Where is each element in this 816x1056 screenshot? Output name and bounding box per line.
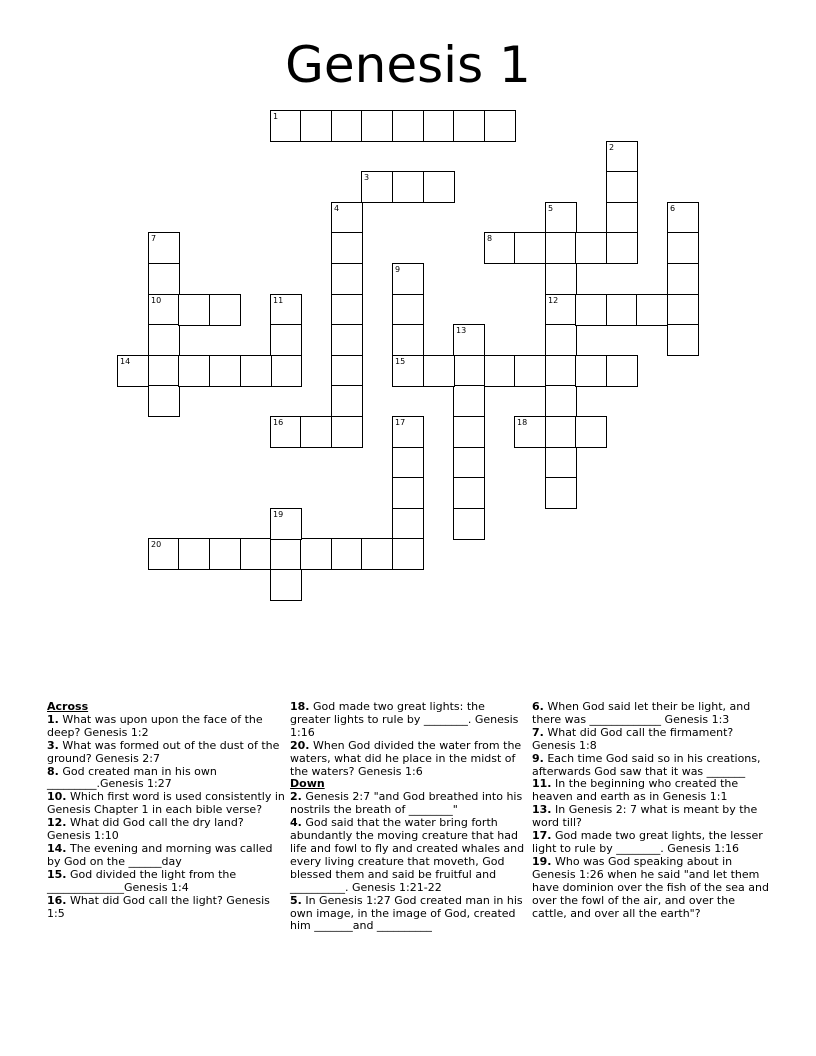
grid-cell[interactable] bbox=[148, 263, 180, 295]
clues-column-1 bbox=[47, 701, 285, 920]
grid-cell[interactable] bbox=[331, 263, 363, 295]
clue-text: When God said let their be light, and there was _____________ Genesis 1:3 bbox=[532, 700, 751, 726]
grid-cell[interactable] bbox=[453, 447, 485, 479]
clue-number: 16 bbox=[273, 418, 284, 427]
clue-number-label: 10. bbox=[47, 790, 67, 804]
grid-cell[interactable] bbox=[545, 447, 577, 479]
across-header: Across bbox=[47, 700, 89, 713]
grid-cell[interactable] bbox=[575, 416, 607, 448]
grid-cell[interactable] bbox=[636, 294, 668, 326]
clue-item bbox=[290, 895, 528, 934]
grid-cell[interactable] bbox=[667, 324, 699, 356]
clue-number: 11 bbox=[273, 296, 284, 305]
clue-number-label: 7. bbox=[532, 725, 544, 739]
clue-text: Which first word is used consistently in Genesis Chapter 1 in each bible verse? bbox=[47, 790, 285, 817]
grid-cell[interactable] bbox=[392, 477, 424, 509]
grid-cell[interactable] bbox=[148, 324, 180, 356]
grid-cell[interactable] bbox=[331, 385, 363, 417]
grid-cell[interactable] bbox=[545, 202, 577, 234]
grid-cell[interactable] bbox=[331, 538, 363, 570]
grid-cell[interactable] bbox=[667, 294, 699, 326]
grid-cell[interactable] bbox=[209, 355, 241, 387]
clue-text: God said that the water bring forth abundantly the moving creature that had life and fowl to fly and created whales and every living creature that moveth, God blessed them and said be fruitful and __________. Genesis 1:21-22 bbox=[290, 816, 525, 894]
grid-cell[interactable] bbox=[361, 171, 393, 203]
clue-text: God made two great lights: the greater lights to rule by ________. Genesis 1:16 bbox=[290, 700, 519, 739]
clue-item bbox=[47, 869, 285, 895]
grid-cell[interactable] bbox=[575, 232, 607, 264]
grid-cell[interactable] bbox=[545, 232, 577, 264]
grid-cell[interactable] bbox=[331, 294, 363, 326]
grid-cell[interactable] bbox=[392, 416, 424, 448]
clue-item bbox=[290, 817, 528, 894]
clue-item bbox=[532, 856, 770, 921]
clue-text: What did God call the firmament? Genesis 1:8 bbox=[532, 725, 734, 752]
grid-cell[interactable] bbox=[514, 355, 546, 387]
grid-cell[interactable] bbox=[178, 538, 210, 570]
clue-text: In Genesis 2: 7 what is meant by the word till? bbox=[532, 803, 758, 830]
grid-cell[interactable] bbox=[270, 569, 302, 601]
clue-number-label: 2. bbox=[290, 790, 302, 804]
grid-cell[interactable] bbox=[240, 538, 272, 570]
grid-cell[interactable] bbox=[148, 538, 180, 570]
clues-column-3 bbox=[532, 701, 770, 920]
clue-item bbox=[47, 766, 285, 792]
clue-number-label: 9. bbox=[532, 751, 544, 765]
clue-item bbox=[47, 843, 285, 869]
grid-cell[interactable] bbox=[667, 263, 699, 295]
grid-cell[interactable] bbox=[392, 171, 424, 203]
grid-cell[interactable] bbox=[545, 416, 577, 448]
clue-number: 8 bbox=[487, 234, 493, 243]
grid-cell[interactable] bbox=[453, 110, 485, 142]
grid-cell[interactable] bbox=[514, 416, 546, 448]
grid-cell[interactable] bbox=[392, 355, 424, 387]
grid-cell[interactable] bbox=[392, 447, 424, 479]
grid-cell[interactable] bbox=[148, 232, 180, 264]
clue-text: Who was God speaking about in Genesis 1:26 when he said "and let them have dominion over the fish of the sea and over the fowl of the air, and over the cattle, and over all the earth"? bbox=[532, 854, 769, 920]
clue-number: 1 bbox=[273, 112, 279, 121]
grid-cell[interactable] bbox=[331, 416, 363, 448]
clue-text: Each time God said so in his creations, afterwards God saw that it was _______ bbox=[532, 751, 761, 778]
grid-cell[interactable] bbox=[392, 294, 424, 326]
grid-cell[interactable] bbox=[148, 355, 180, 387]
grid-cell[interactable] bbox=[331, 324, 363, 356]
clue-text: In Genesis 1:27 God created man in his own image, in the image of God, created him _______and __________ bbox=[290, 893, 523, 933]
grid-cell[interactable] bbox=[545, 263, 577, 295]
grid-cell[interactable] bbox=[392, 538, 424, 570]
clue-item bbox=[47, 740, 285, 766]
clue-number: 6 bbox=[670, 204, 676, 213]
clue-number-label: 16. bbox=[47, 893, 67, 907]
grid-cell[interactable] bbox=[453, 324, 485, 356]
clue-number-label: 14. bbox=[47, 841, 67, 855]
clue-number: 12 bbox=[548, 296, 559, 305]
clue-item bbox=[532, 778, 770, 804]
clue-number-label: 12. bbox=[47, 816, 67, 830]
clue-text: What was formed out of the dust of the ground? Genesis 2:7 bbox=[47, 738, 280, 765]
clue-text: What did God call the dry land? Genesis 1:10 bbox=[47, 816, 244, 843]
clue-text: God divided the light from the ______________Genesis 1:4 bbox=[47, 867, 237, 894]
grid-cell[interactable] bbox=[545, 355, 577, 387]
grid-cell[interactable] bbox=[361, 538, 393, 570]
grid-cell[interactable] bbox=[453, 508, 485, 540]
grid-cell[interactable] bbox=[361, 110, 393, 142]
grid-cell[interactable] bbox=[392, 508, 424, 540]
grid-cell[interactable] bbox=[392, 110, 424, 142]
clue-number: 19 bbox=[273, 510, 284, 519]
grid-cell[interactable] bbox=[270, 416, 302, 448]
grid-cell[interactable] bbox=[453, 355, 485, 387]
grid-cell[interactable] bbox=[575, 355, 607, 387]
down-header: Down bbox=[290, 777, 325, 791]
clue-text: When God divided the water from the waters, what did he place in the midst of the waters? Genesis 1:6 bbox=[290, 738, 522, 778]
grid-cell[interactable] bbox=[270, 508, 302, 540]
clue-number: 13 bbox=[456, 326, 467, 335]
clue-item bbox=[532, 804, 770, 830]
clue-number: 10 bbox=[151, 296, 162, 305]
grid-cell[interactable] bbox=[453, 416, 485, 448]
clue-number: 4 bbox=[334, 204, 340, 213]
grid-cell[interactable] bbox=[606, 141, 638, 173]
grid-cell[interactable] bbox=[270, 538, 302, 570]
grid-cell[interactable] bbox=[484, 232, 516, 264]
clue-number: 18 bbox=[517, 418, 528, 427]
grid-cell[interactable] bbox=[240, 355, 272, 387]
clue-number-label: 6. bbox=[532, 700, 544, 713]
grid-cell[interactable] bbox=[209, 538, 241, 570]
clue-item bbox=[47, 817, 285, 843]
clue-text: Genesis 2:7 "and God breathed into his nostrils the breath of ________" bbox=[290, 790, 523, 817]
clue-item bbox=[290, 791, 528, 817]
clue-number-label: 8. bbox=[47, 764, 59, 778]
clue-text: What did God call the light? Genesis 1:5 bbox=[47, 893, 270, 920]
grid-cell[interactable] bbox=[423, 171, 455, 203]
clue-number-label: 19. bbox=[532, 854, 552, 868]
clue-number-label: 1. bbox=[47, 712, 59, 726]
grid-cell[interactable] bbox=[331, 355, 363, 387]
grid-cell[interactable] bbox=[514, 232, 546, 264]
grid-cell[interactable] bbox=[270, 110, 302, 142]
grid-cell[interactable] bbox=[545, 324, 577, 356]
grid-cell[interactable] bbox=[423, 355, 455, 387]
clue-number: 5 bbox=[548, 204, 554, 213]
clue-number-label: 5. bbox=[290, 893, 302, 907]
grid-cell[interactable] bbox=[606, 202, 638, 234]
clue-number-label: 3. bbox=[47, 738, 59, 752]
clue-item bbox=[532, 753, 770, 779]
grid-cell[interactable] bbox=[545, 294, 577, 326]
clue-number-label: 4. bbox=[290, 816, 302, 830]
grid-cell[interactable] bbox=[392, 324, 424, 356]
clue-item bbox=[532, 727, 770, 753]
grid-cell[interactable] bbox=[423, 110, 455, 142]
clue-item bbox=[290, 740, 528, 779]
grid-cell[interactable] bbox=[545, 385, 577, 417]
grid-cell[interactable] bbox=[606, 232, 638, 264]
clue-item bbox=[47, 791, 285, 817]
clue-text: God created man in his own _________.Genesis 1:27 bbox=[47, 764, 217, 791]
clue-number-label: 17. bbox=[532, 829, 552, 843]
grid-cell[interactable] bbox=[667, 202, 699, 234]
clue-number-label: 13. bbox=[532, 803, 552, 817]
clue-item bbox=[47, 895, 285, 921]
grid-cell[interactable] bbox=[300, 416, 332, 448]
grid-cell[interactable] bbox=[667, 232, 699, 264]
grid-cell[interactable] bbox=[148, 294, 180, 326]
grid-cell[interactable] bbox=[270, 294, 302, 326]
clue-number: 9 bbox=[395, 265, 401, 274]
grid-cell[interactable] bbox=[270, 355, 302, 387]
clue-item bbox=[532, 701, 770, 727]
grid-cell[interactable] bbox=[545, 477, 577, 509]
clue-number: 2 bbox=[609, 143, 615, 152]
clue-number: 3 bbox=[364, 173, 370, 182]
grid-cell[interactable] bbox=[148, 385, 180, 417]
grid-cell[interactable] bbox=[178, 294, 210, 326]
clue-number: 7 bbox=[151, 234, 157, 243]
grid-cell[interactable] bbox=[606, 294, 638, 326]
grid-cell[interactable] bbox=[300, 110, 332, 142]
grid-cell[interactable] bbox=[331, 202, 363, 234]
grid-cell[interactable] bbox=[331, 110, 363, 142]
grid-cell[interactable] bbox=[270, 324, 302, 356]
clue-number-label: 15. bbox=[47, 867, 67, 881]
page-title: Genesis 1 bbox=[285, 36, 531, 94]
clue-text: In the beginning who created the heaven and earth as in Genesis 1:1 bbox=[532, 777, 739, 804]
clue-number: 20 bbox=[151, 540, 162, 549]
clue-text: God made two great lights, the lesser light to rule by ________. Genesis 1:16 bbox=[532, 829, 763, 855]
clue-item bbox=[290, 701, 528, 740]
grid-cell[interactable] bbox=[606, 171, 638, 203]
clue-number: 15 bbox=[395, 357, 406, 366]
grid-cell[interactable] bbox=[606, 355, 638, 387]
grid-cell[interactable] bbox=[484, 110, 516, 142]
clue-item bbox=[532, 830, 770, 856]
grid-cell[interactable] bbox=[453, 477, 485, 509]
clue-number: 14 bbox=[120, 357, 131, 366]
grid-cell[interactable] bbox=[575, 294, 607, 326]
clue-number: 17 bbox=[395, 418, 406, 427]
grid-cell[interactable] bbox=[117, 355, 149, 387]
grid-cell[interactable] bbox=[331, 232, 363, 264]
clue-text: What was upon upon the face of the deep? Genesis 1:2 bbox=[47, 712, 263, 739]
clue-text: The evening and morning was called by God on the ______day bbox=[47, 841, 273, 868]
clue-number-label: 11. bbox=[532, 777, 552, 791]
clue-item bbox=[47, 714, 285, 740]
grid-cell[interactable] bbox=[300, 538, 332, 570]
clue-number-label: 20. bbox=[290, 738, 310, 752]
grid-cell[interactable] bbox=[178, 355, 210, 387]
clues-column-2 bbox=[290, 701, 528, 933]
grid-cell[interactable] bbox=[392, 263, 424, 295]
grid-cell[interactable] bbox=[209, 294, 241, 326]
grid-cell[interactable] bbox=[453, 385, 485, 417]
grid-cell[interactable] bbox=[484, 355, 516, 387]
clue-number-label: 18. bbox=[290, 700, 310, 713]
